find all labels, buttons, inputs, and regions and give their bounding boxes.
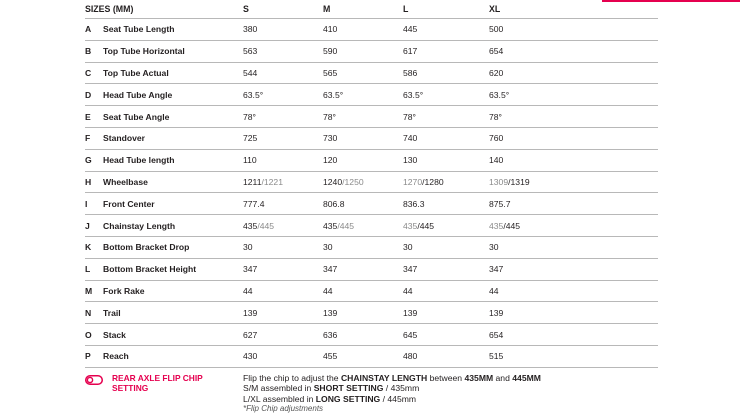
cell-l xyxy=(403,215,489,237)
table-row xyxy=(85,19,658,41)
value-long: 445 xyxy=(505,220,521,231)
table-row xyxy=(85,324,658,346)
cell-l: 30 xyxy=(403,236,489,258)
table-row xyxy=(85,84,658,106)
row-label: Wheelbase xyxy=(103,171,243,193)
cell-l: 480 xyxy=(403,345,489,367)
cell-m: 120 xyxy=(323,149,403,171)
value-short: 1309 xyxy=(489,176,509,187)
size-xl-header: XL xyxy=(489,0,658,19)
table-row xyxy=(85,258,658,280)
cell-s: 430 xyxy=(243,345,323,367)
geometry-table xyxy=(85,0,658,368)
value-long: 1319 xyxy=(510,176,530,187)
row-label: Seat Tube Length xyxy=(103,19,243,41)
cell-s: 63.5° xyxy=(243,84,323,106)
toggle-switch-icon xyxy=(85,375,103,385)
row-label: Top Tube Actual xyxy=(103,62,243,84)
cell-m: 44 xyxy=(323,280,403,302)
cell-s: 139 xyxy=(243,302,323,324)
cell-xl: 44 xyxy=(489,280,658,302)
row-label: Head Tube length xyxy=(103,149,243,171)
cell-l: 78° xyxy=(403,106,489,128)
cell-m: 730 xyxy=(323,127,403,149)
cell-l: 44 xyxy=(403,280,489,302)
row-key: F xyxy=(85,127,103,149)
row-label: Trail xyxy=(103,302,243,324)
cell-xl: 760 xyxy=(489,127,658,149)
cell-l: 617 xyxy=(403,40,489,62)
cell-xl: 347 xyxy=(489,258,658,280)
row-key: C xyxy=(85,62,103,84)
size-m-header: M xyxy=(323,0,403,19)
row-label: Seat Tube Angle xyxy=(103,106,243,128)
cell-m: 565 xyxy=(323,62,403,84)
table-row xyxy=(85,62,658,84)
cell-m: 590 xyxy=(323,40,403,62)
cell-s: 725 xyxy=(243,127,323,149)
value-short: 435 xyxy=(323,220,338,231)
table-row xyxy=(85,149,658,171)
row-label: Stack xyxy=(103,324,243,346)
cell-s: 544 xyxy=(243,62,323,84)
value-separator: / xyxy=(417,220,420,231)
cell-s: 44 xyxy=(243,280,323,302)
cell-s: 380 xyxy=(243,19,323,41)
row-key: M xyxy=(85,280,103,302)
sizes-header: SIZES (MM) xyxy=(85,0,243,19)
row-key: G xyxy=(85,149,103,171)
row-label: Bottom Bracket Height xyxy=(103,258,243,280)
cell-xl: 875.7 xyxy=(489,193,658,215)
cell-xl xyxy=(489,171,658,193)
row-key: P xyxy=(85,345,103,367)
row-key: A xyxy=(85,19,103,41)
table-row xyxy=(85,345,658,367)
cell-m: 139 xyxy=(323,302,403,324)
cell-m: 347 xyxy=(323,258,403,280)
cell-m: 78° xyxy=(323,106,403,128)
value-long: 1280 xyxy=(424,176,444,187)
row-label: Front Center xyxy=(103,193,243,215)
cell-m: 63.5° xyxy=(323,84,403,106)
row-label: Chainstay Length xyxy=(103,215,243,237)
table-row xyxy=(85,171,658,193)
cell-l xyxy=(403,171,489,193)
row-key: I xyxy=(85,193,103,215)
cell-xl: 140 xyxy=(489,149,658,171)
cell-l: 445 xyxy=(403,19,489,41)
cell-s: 347 xyxy=(243,258,323,280)
value-separator: / xyxy=(257,220,260,231)
row-key: N xyxy=(85,302,103,324)
size-l-header: L xyxy=(403,0,489,19)
cell-xl: 515 xyxy=(489,345,658,367)
value-separator: / xyxy=(342,176,345,187)
cell-l: 347 xyxy=(403,258,489,280)
value-long: 445 xyxy=(339,220,355,231)
row-label: Reach xyxy=(103,345,243,367)
flip-chip-line-2: S/M assembled in SHORT SETTING / 435mm xyxy=(243,383,420,394)
cell-l: 63.5° xyxy=(403,84,489,106)
cell-s: 777.4 xyxy=(243,193,323,215)
cell-l: 139 xyxy=(403,302,489,324)
value-separator: / xyxy=(503,220,506,231)
value-short: 435 xyxy=(243,220,258,231)
cell-s xyxy=(243,171,323,193)
cell-m: 455 xyxy=(323,345,403,367)
flip-chip-note: *Flip Chip adjustments xyxy=(243,403,324,413)
value-short: 435 xyxy=(489,220,504,231)
table-row xyxy=(85,40,658,62)
cell-l: 586 xyxy=(403,62,489,84)
table-row xyxy=(85,215,658,237)
cell-s xyxy=(243,215,323,237)
flip-chip-line-3: L/XL assembled in LONG SETTING / 445mm xyxy=(243,393,417,404)
cell-s: 30 xyxy=(243,236,323,258)
row-key: K xyxy=(85,236,103,258)
cell-l: 836.3 xyxy=(403,193,489,215)
cell-xl: 78° xyxy=(489,106,658,128)
cell-m xyxy=(323,215,403,237)
value-separator: / xyxy=(422,176,425,187)
row-label: Top Tube Horizontal xyxy=(103,40,243,62)
table-row xyxy=(85,106,658,128)
cell-l: 645 xyxy=(403,324,489,346)
cell-xl: 654 xyxy=(489,324,658,346)
value-short: 435 xyxy=(403,220,418,231)
row-key: H xyxy=(85,171,103,193)
row-key: D xyxy=(85,84,103,106)
row-key: J xyxy=(85,215,103,237)
table-row xyxy=(85,193,658,215)
value-separator: / xyxy=(508,176,511,187)
value-short: 1270 xyxy=(403,176,423,187)
cell-m: 806.8 xyxy=(323,193,403,215)
flip-chip-section xyxy=(85,372,685,417)
cell-s: 627 xyxy=(243,324,323,346)
header-row xyxy=(85,0,658,19)
flip-chip-line-1: Flip the chip to adjust the CHAINSTAY LENGTH between 435MM and 445MM xyxy=(243,373,541,383)
cell-xl: 30 xyxy=(489,236,658,258)
row-key: B xyxy=(85,40,103,62)
row-label: Head Tube Angle xyxy=(103,84,243,106)
row-key: O xyxy=(85,324,103,346)
value-long: 445 xyxy=(259,220,275,231)
value-long: 1221 xyxy=(263,176,283,187)
row-label: Fork Rake xyxy=(103,280,243,302)
cell-xl: 139 xyxy=(489,302,658,324)
row-label: Bottom Bracket Drop xyxy=(103,236,243,258)
cell-xl: 500 xyxy=(489,19,658,41)
value-long: 1250 xyxy=(344,176,364,187)
row-key: E xyxy=(85,106,103,128)
table-row xyxy=(85,236,658,258)
value-long: 445 xyxy=(419,220,435,231)
cell-m: 30 xyxy=(323,236,403,258)
cell-l: 130 xyxy=(403,149,489,171)
cell-s: 563 xyxy=(243,40,323,62)
table-row xyxy=(85,127,658,149)
cell-xl: 620 xyxy=(489,62,658,84)
flip-chip-description xyxy=(243,373,541,414)
cell-s: 110 xyxy=(243,149,323,171)
value-separator: / xyxy=(337,220,340,231)
row-key: L xyxy=(85,258,103,280)
cell-m: 636 xyxy=(323,324,403,346)
size-s-header: S xyxy=(243,0,323,19)
cell-m xyxy=(323,171,403,193)
cell-l: 740 xyxy=(403,127,489,149)
value-short: 1211 xyxy=(243,176,262,187)
cell-xl xyxy=(489,215,658,237)
cell-m: 410 xyxy=(323,19,403,41)
row-label: Standover xyxy=(103,127,243,149)
cell-s: 78° xyxy=(243,106,323,128)
table-row xyxy=(85,302,658,324)
cell-xl: 63.5° xyxy=(489,84,658,106)
table-row xyxy=(85,280,658,302)
cell-xl: 654 xyxy=(489,40,658,62)
value-separator: / xyxy=(261,176,264,187)
value-short: 1240 xyxy=(323,176,343,187)
flip-chip-title: REAR AXLE FLIP CHIP SETTING xyxy=(112,373,203,393)
